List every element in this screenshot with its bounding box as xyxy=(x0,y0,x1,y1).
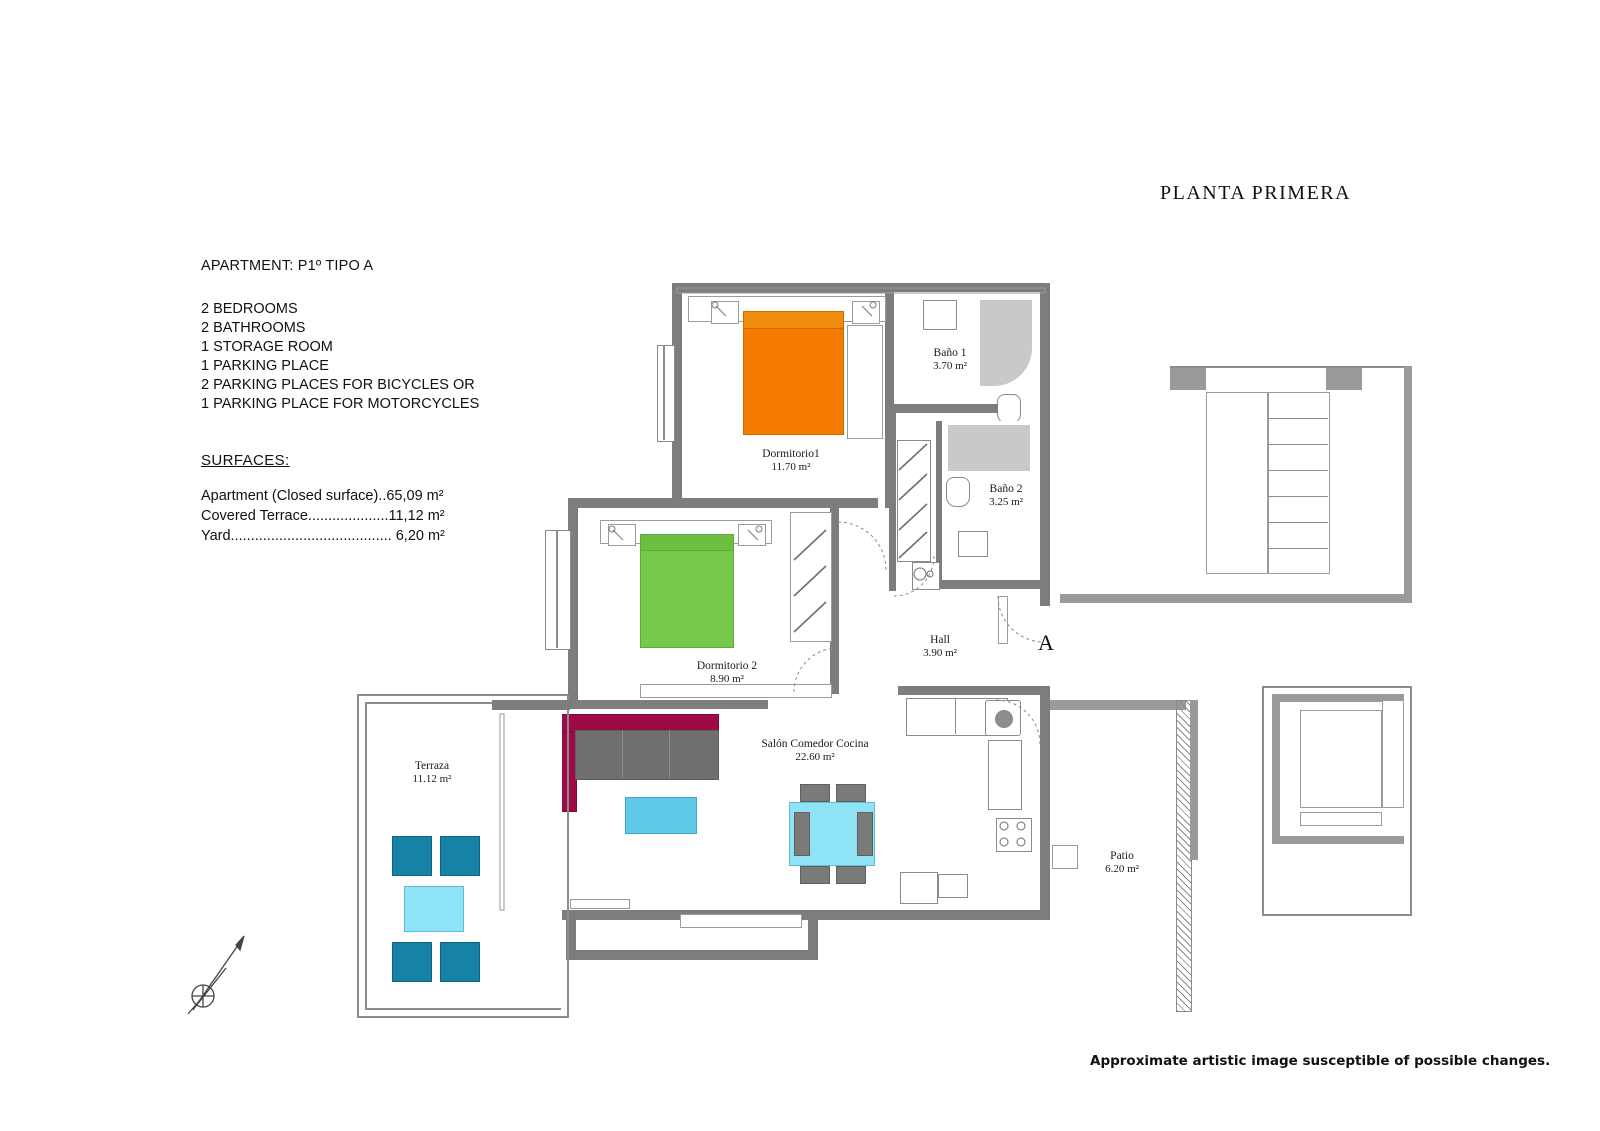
page-title: PLANTA PRIMERA xyxy=(1160,182,1352,204)
window-glass-line-2 xyxy=(556,530,558,648)
surface-item: Covered Terrace....................11,12 m² xyxy=(201,508,445,524)
terrace-border-outer-top xyxy=(357,694,569,696)
hob-unit xyxy=(912,562,940,590)
stair-step xyxy=(1268,496,1328,497)
room-area: 11.70 m² xyxy=(771,461,811,473)
kitchen-sink xyxy=(900,872,938,904)
wall-living-bottom-lower xyxy=(566,950,816,960)
patio-step xyxy=(1052,845,1078,869)
kitchen-washer-drum xyxy=(995,710,1013,728)
neighbour-outline-top xyxy=(1262,686,1412,688)
dining-chair xyxy=(800,866,830,884)
surfaces-list xyxy=(201,486,445,546)
feature-item: 2 BEDROOMS xyxy=(201,301,298,317)
room-name: Salón Comedor Cocina xyxy=(761,738,869,750)
toilet-bath1 xyxy=(997,394,1021,424)
entrance-marker: A xyxy=(1038,630,1054,655)
dining-chair xyxy=(800,784,830,802)
wall-living-bottom-lower-right xyxy=(808,910,818,960)
nightstand-right xyxy=(852,301,880,324)
apartment-title: APARTMENT: P1º TIPO A xyxy=(201,258,374,274)
room-name: Hall xyxy=(930,634,950,646)
wall-common-bottom xyxy=(1060,594,1412,603)
dining-chair xyxy=(857,812,873,856)
wall-living-right xyxy=(1040,686,1050,920)
room-label-hall xyxy=(923,634,957,660)
entrance-door-leaf xyxy=(998,596,1008,644)
room-name: Terraza xyxy=(414,760,450,772)
kitchen-column-unit xyxy=(988,740,1022,810)
room-area: 11.12 m² xyxy=(412,773,452,785)
hall-floor xyxy=(839,508,889,688)
room-label-bathroom2 xyxy=(989,483,1023,509)
terrace-chair xyxy=(440,836,480,876)
terrace-border-outer-left xyxy=(357,694,359,1018)
window-glass-line xyxy=(663,345,665,440)
dining-chair xyxy=(836,784,866,802)
bedroom1-side-cabinet xyxy=(847,325,883,439)
surface-item: Yard........................................ 6,20 m² xyxy=(201,528,445,544)
coffee-table xyxy=(625,797,697,834)
terrace-border-right xyxy=(567,694,569,1018)
north-compass xyxy=(188,936,244,1014)
room-label-terrace xyxy=(413,760,452,786)
window-bedroom2-left xyxy=(545,530,571,650)
terrace-table xyxy=(404,886,464,932)
nightstand-left xyxy=(711,301,739,324)
room-name: Baño 2 xyxy=(989,483,1023,495)
living-window-sill xyxy=(570,899,630,909)
wall-bathroom2-right xyxy=(1040,421,1050,606)
sink-bath2 xyxy=(958,531,988,557)
room-label-patio xyxy=(1105,850,1139,876)
wall-patio-divider xyxy=(1190,700,1198,860)
wall-bedroom2-top xyxy=(568,498,840,508)
wall-bathroom1-right xyxy=(1040,283,1050,421)
neighbour-outline-right xyxy=(1410,686,1412,916)
stair-step xyxy=(1268,444,1328,445)
bed-double-bedroom1 xyxy=(743,311,844,435)
patio-floor xyxy=(1050,700,1180,950)
feature-item: 1 PARKING PLACE xyxy=(201,358,329,374)
neighbour-bench xyxy=(1300,812,1382,826)
wall-bathroom1-bottom xyxy=(894,404,998,413)
sofa-seat xyxy=(575,730,719,780)
wall-patio-top xyxy=(1050,700,1186,710)
sliding-door-living xyxy=(680,914,802,928)
room-label-bedroom2 xyxy=(697,660,757,686)
room-area: 8.90 m² xyxy=(710,673,744,685)
kitchen-fridge xyxy=(938,874,968,898)
room-area: 6.20 m² xyxy=(1105,863,1139,875)
feature-item: 1 STORAGE ROOM xyxy=(201,339,333,355)
terrace-border-inner-left xyxy=(365,702,367,1010)
bed2-pillow-area xyxy=(640,534,734,551)
neighbour-outline-left xyxy=(1262,686,1264,916)
bed-pillow-area xyxy=(743,311,844,329)
wall-common-right xyxy=(1404,366,1412,603)
neighbour-outline-bottom xyxy=(1262,914,1412,916)
terrace-chair xyxy=(392,942,432,982)
kitchen-counter-divider xyxy=(955,698,956,734)
toilet-bath2 xyxy=(946,477,970,507)
neighbour-bed xyxy=(1300,710,1382,808)
room-area: 22.60 m² xyxy=(795,751,835,763)
terrace-border-outer-bottom xyxy=(357,1016,569,1018)
wall-bathroom2-bottom xyxy=(934,580,1050,589)
terrace-chair xyxy=(392,836,432,876)
window-bedroom1-left xyxy=(657,345,675,442)
neighbour-wall-left xyxy=(1272,694,1280,844)
bedroom2-wardrobe-right xyxy=(790,512,832,642)
stair-landing-left-block xyxy=(1170,368,1206,390)
sofa-cushion-divider-2 xyxy=(669,730,670,778)
feature-list xyxy=(201,300,479,414)
room-area: 3.90 m² xyxy=(923,647,957,659)
stair-step xyxy=(1268,548,1328,549)
room-name: Baño 1 xyxy=(933,347,967,359)
stair-step xyxy=(1268,470,1328,471)
neighbour-wardrobe xyxy=(1382,700,1404,808)
room-label-living xyxy=(761,738,868,764)
wall-bedroom2-bottom xyxy=(568,700,768,709)
room-area: 3.70 m² xyxy=(933,360,967,372)
stair-step xyxy=(1268,418,1328,419)
shower-tray-bath2 xyxy=(948,425,1030,471)
room-name: Patio xyxy=(1110,850,1134,862)
disclaimer-text: Approximate artistic image susceptible of possible changes. xyxy=(1090,1053,1551,1069)
feature-item: 2 PARKING PLACES FOR BICYCLES OR xyxy=(201,377,475,393)
room-name: Dormitorio 2 xyxy=(696,660,758,672)
wall-terrace-access xyxy=(492,700,570,710)
room-area: 3.25 m² xyxy=(989,496,1023,508)
bedroom2-bench xyxy=(640,684,832,698)
stair-flight-right xyxy=(1268,392,1330,574)
sofa-cushion-divider-1 xyxy=(622,730,623,778)
kitchen-hob xyxy=(996,818,1032,852)
surfaces-heading: SURFACES: xyxy=(201,452,290,469)
wall-corridor-left xyxy=(888,413,896,591)
feature-item: 1 PARKING PLACE FOR MOTORCYCLES xyxy=(201,396,480,412)
bed-double-bedroom2 xyxy=(640,534,734,648)
neighbour-wall-bottom xyxy=(1272,836,1404,844)
terrace-border-inner-bottom xyxy=(365,1008,561,1010)
room-name: Dormitorio1 xyxy=(762,448,820,460)
stair-step xyxy=(1268,522,1328,523)
wardrobe-corridor xyxy=(897,440,931,562)
stair-flight-left xyxy=(1206,392,1268,574)
nightstand-left-2 xyxy=(608,524,636,546)
room-label-bedroom1 xyxy=(762,448,820,474)
room-label-bathroom1 xyxy=(933,347,967,373)
surface-item: Apartment (Closed surface)..65,09 m² xyxy=(201,488,444,504)
stair-landing-right-block xyxy=(1326,368,1362,390)
sink-bath1 xyxy=(923,300,957,330)
dining-chair xyxy=(836,866,866,884)
nightstand-right-2 xyxy=(738,524,766,546)
terrace-chair xyxy=(440,942,480,982)
wall-living-top-right xyxy=(898,686,1050,695)
dining-chair xyxy=(794,812,810,856)
feature-item: 2 BATHROOMS xyxy=(201,320,306,336)
